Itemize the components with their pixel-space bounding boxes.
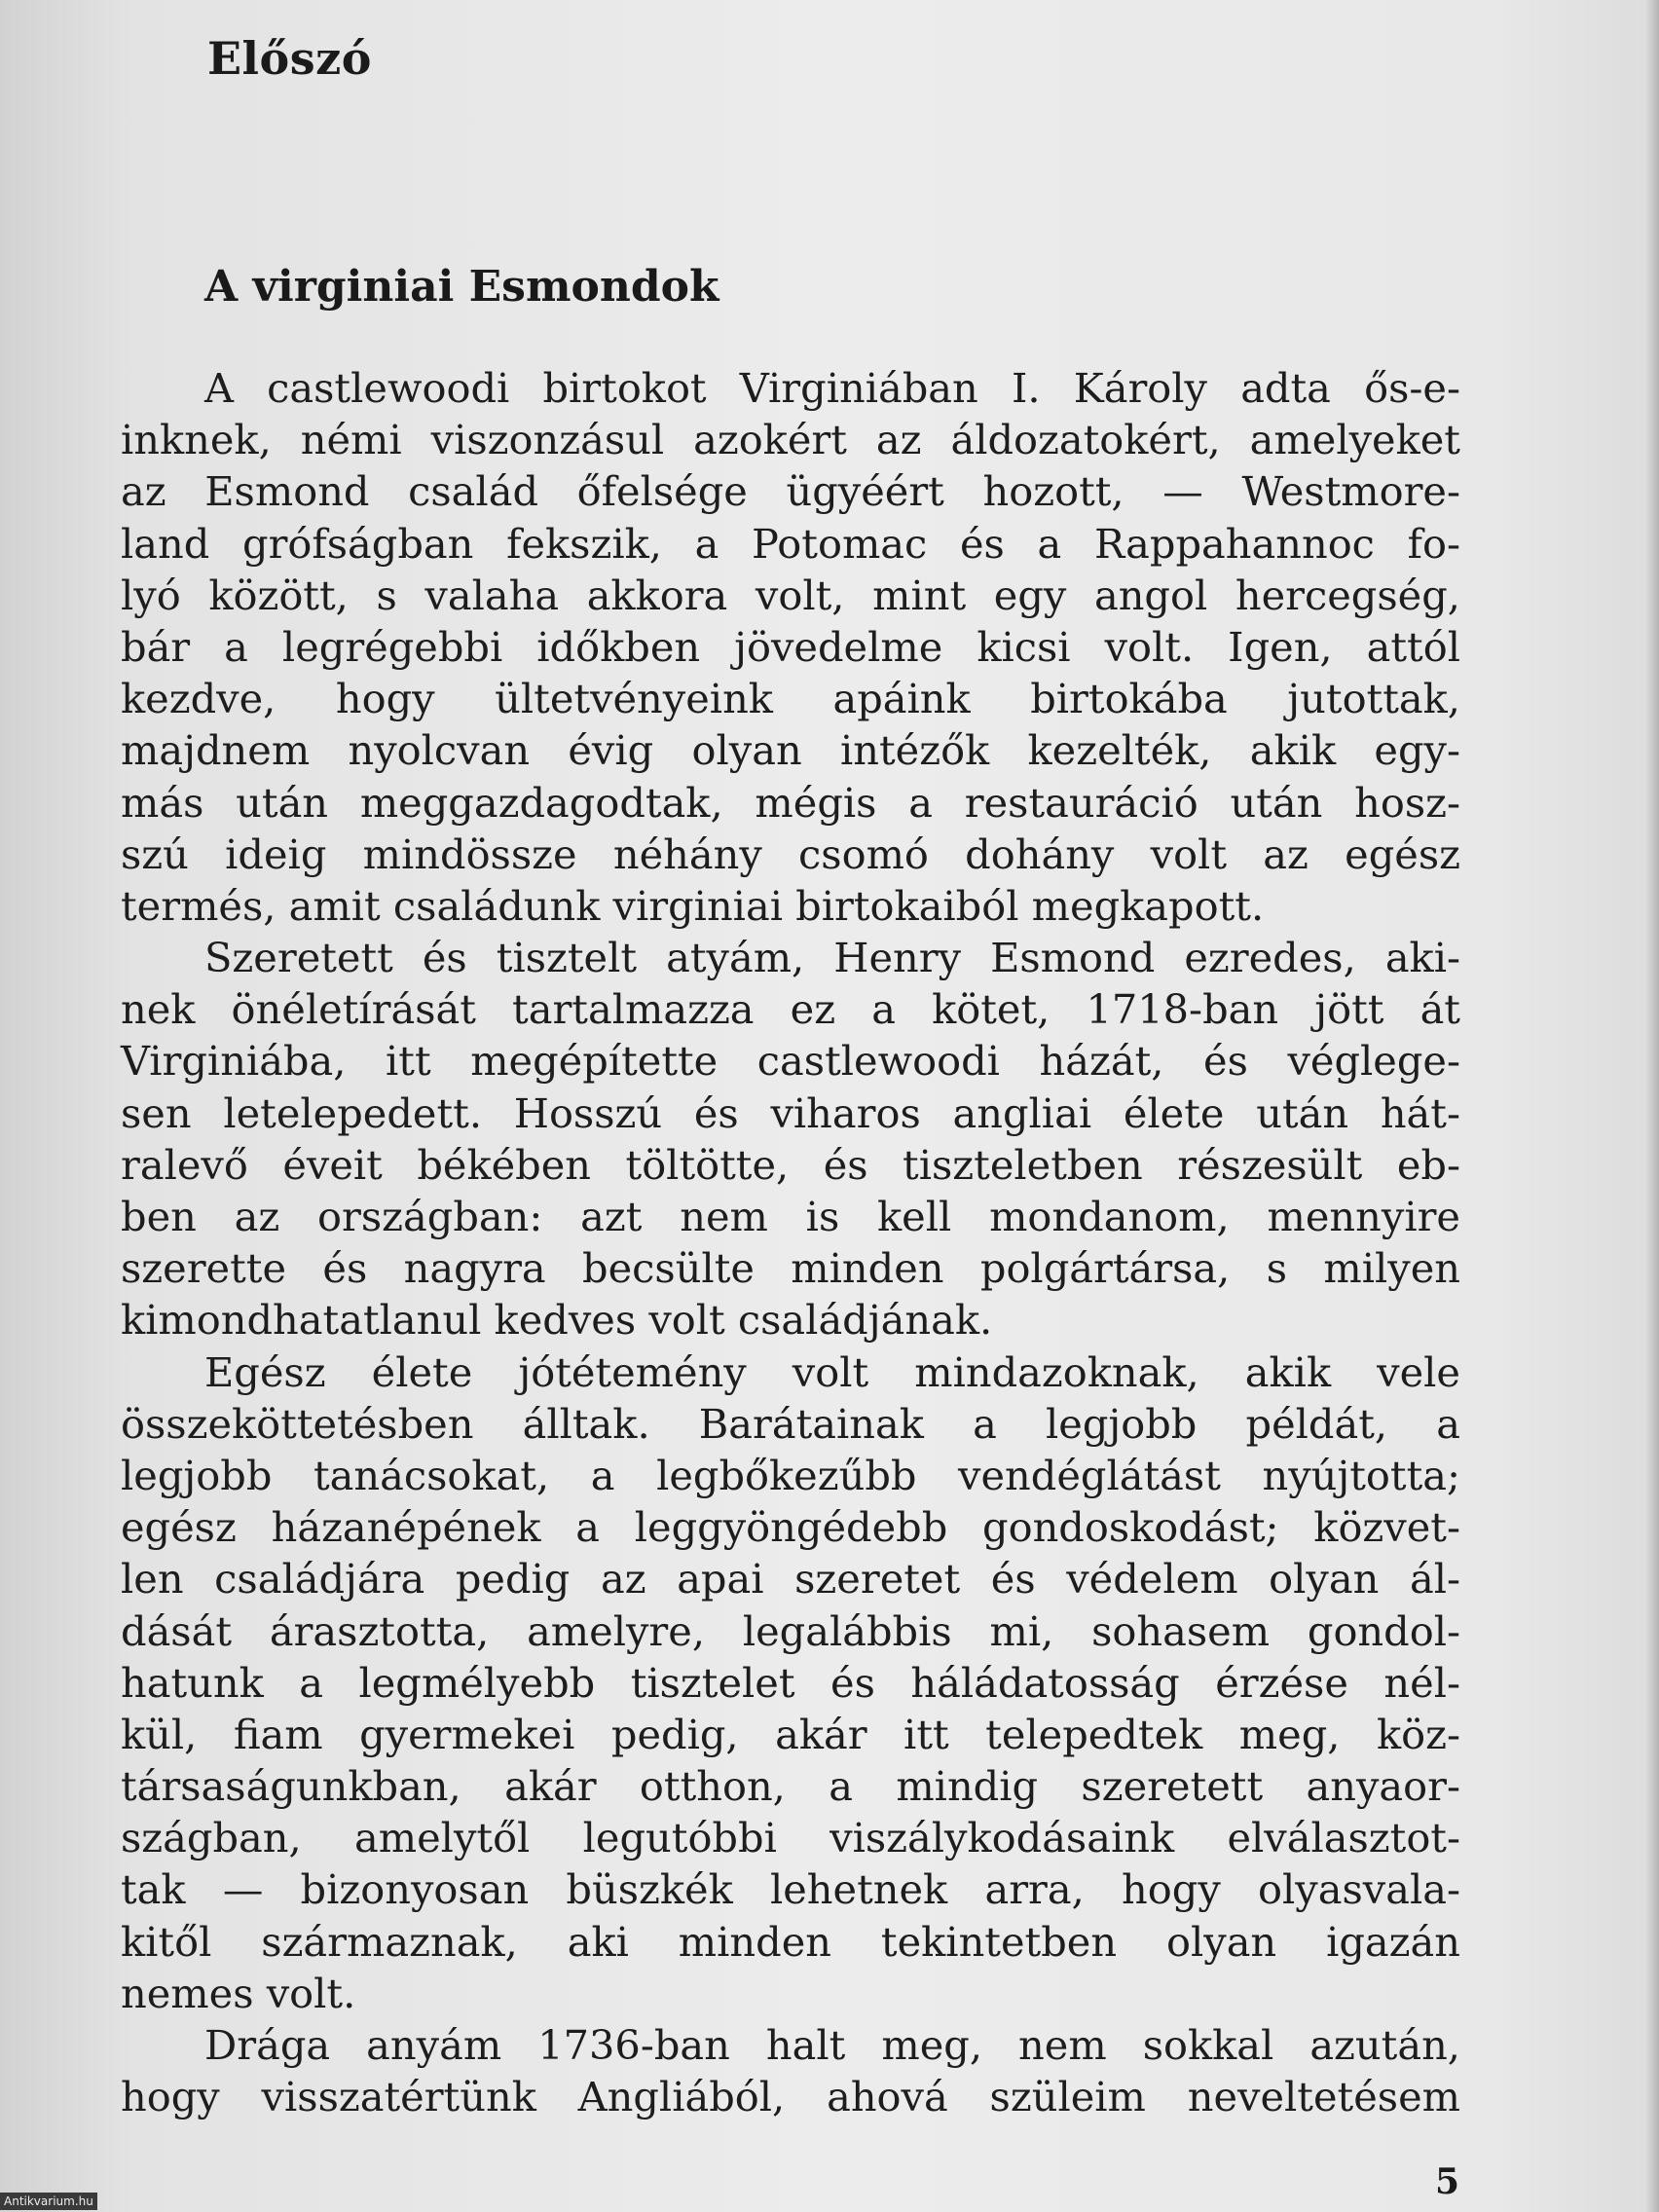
text-line: hogy visszatértünk Angliából, ahová szüleim neveltetésem <box>121 2073 1460 2121</box>
text-line: más után meggazdagodtak, mégis a restauráció után hosz- <box>121 778 1460 827</box>
text-line: Egész élete jótétemény volt mindazoknak, akik vele <box>204 1347 1460 1396</box>
text-line: kül, fiam gyermekei pedig, akár itt telepedtek meg, köz- <box>121 1710 1460 1758</box>
text-line: egész házanépének a leggyöngédebb gondoskodást; közvet- <box>121 1503 1460 1552</box>
text-line: tak — bizonyosan büszkék lehetnek arra, hogy olyasvala- <box>121 1865 1460 1914</box>
text-line: szágban, amelytől legutóbbi viszálykodásaink elválasztot- <box>121 1814 1460 1862</box>
text-line: nek önéletírását tartalmazza ez a kötet, 1718-ban jött át <box>121 985 1460 1034</box>
chapter-title: Előszó <box>207 32 372 85</box>
text-line: Drága anyám 1736-ban halt meg, nem sokkal azután, <box>204 2021 1460 2069</box>
text-line: bár a legrégebbi időkben jövedelme kicsi volt. Igen, attól <box>121 622 1460 671</box>
text-line: legjobb tanácsokat, a legbőkezűbb vendéglátást nyújtotta; <box>121 1451 1460 1499</box>
text-line: inknek, némi viszonzásul azokért az áldozatokért, amelyeket <box>121 416 1460 464</box>
text-line: len családjára pedig az apai szeretet és védelem olyan ál- <box>121 1555 1460 1604</box>
text-line: szú ideig mindössze néhány csomó dohány volt az egész <box>121 830 1460 878</box>
text-line: kezdve, hogy ültetvényeink apáink birtokába jutottak, <box>121 675 1460 723</box>
text-line: dását árasztotta, amelyre, legalábbis mi, sohasem gondol- <box>121 1606 1460 1655</box>
text-line: nemes volt. <box>121 1969 356 2017</box>
watermark: Antikvarium.hu <box>0 2193 97 2210</box>
text-line: kitől származnak, aki minden tekintetben olyan igazán <box>121 1917 1460 1966</box>
text-line: összeköttetésben álltak. Barátainak a legjobb példát, a <box>121 1399 1460 1448</box>
text-line: sen letelepedett. Hosszú és viharos angliai élete után hát- <box>121 1088 1460 1137</box>
text-line: Szeretett és tisztelt atyám, Henry Esmond ezredes, aki- <box>204 934 1460 982</box>
text-line: kimondhatatlanul kedves volt családjának. <box>121 1296 993 1345</box>
text-line: társaságunkban, akár otthon, a mindig szeretett anyaor- <box>121 1762 1460 1811</box>
text-line: majdnem nyolcvan évig olyan intézők kezelték, akik egy- <box>121 726 1460 775</box>
text-line: land grófságban fekszik, a Potomac és a Rappahannoc fo- <box>121 519 1460 568</box>
text-line: hatunk a legmélyebb tisztelet és háládatosság érzése nél- <box>121 1658 1460 1707</box>
text-line: lyó között, s valaha akkora volt, mint egy angol hercegség, <box>121 571 1460 619</box>
body-text <box>121 362 1460 2122</box>
text-line: szerette és nagyra becsülte minden polgártársa, s milyen <box>121 1244 1460 1293</box>
text-line: Virginiába, itt megépítette castlewoodi házát, és véglege- <box>121 1037 1460 1086</box>
text-line: ralevő éveit békében töltötte, és tiszteletben részesült eb- <box>121 1140 1460 1189</box>
page-number: 5 <box>1435 2161 1460 2202</box>
section-title: A virginiai Esmondok <box>204 262 719 312</box>
text-line: A castlewoodi birtokot Virginiában I. Károly adta ős-e- <box>204 364 1460 412</box>
text-line: ben az országban: azt nem is kell mondanom, mennyire <box>121 1193 1460 1240</box>
text-line: termés, amit családunk virginiai birtokaiból megkapott. <box>121 881 1265 930</box>
text-line: az Esmond család őfelsége ügyéért hozott, — Westmore- <box>121 467 1460 516</box>
